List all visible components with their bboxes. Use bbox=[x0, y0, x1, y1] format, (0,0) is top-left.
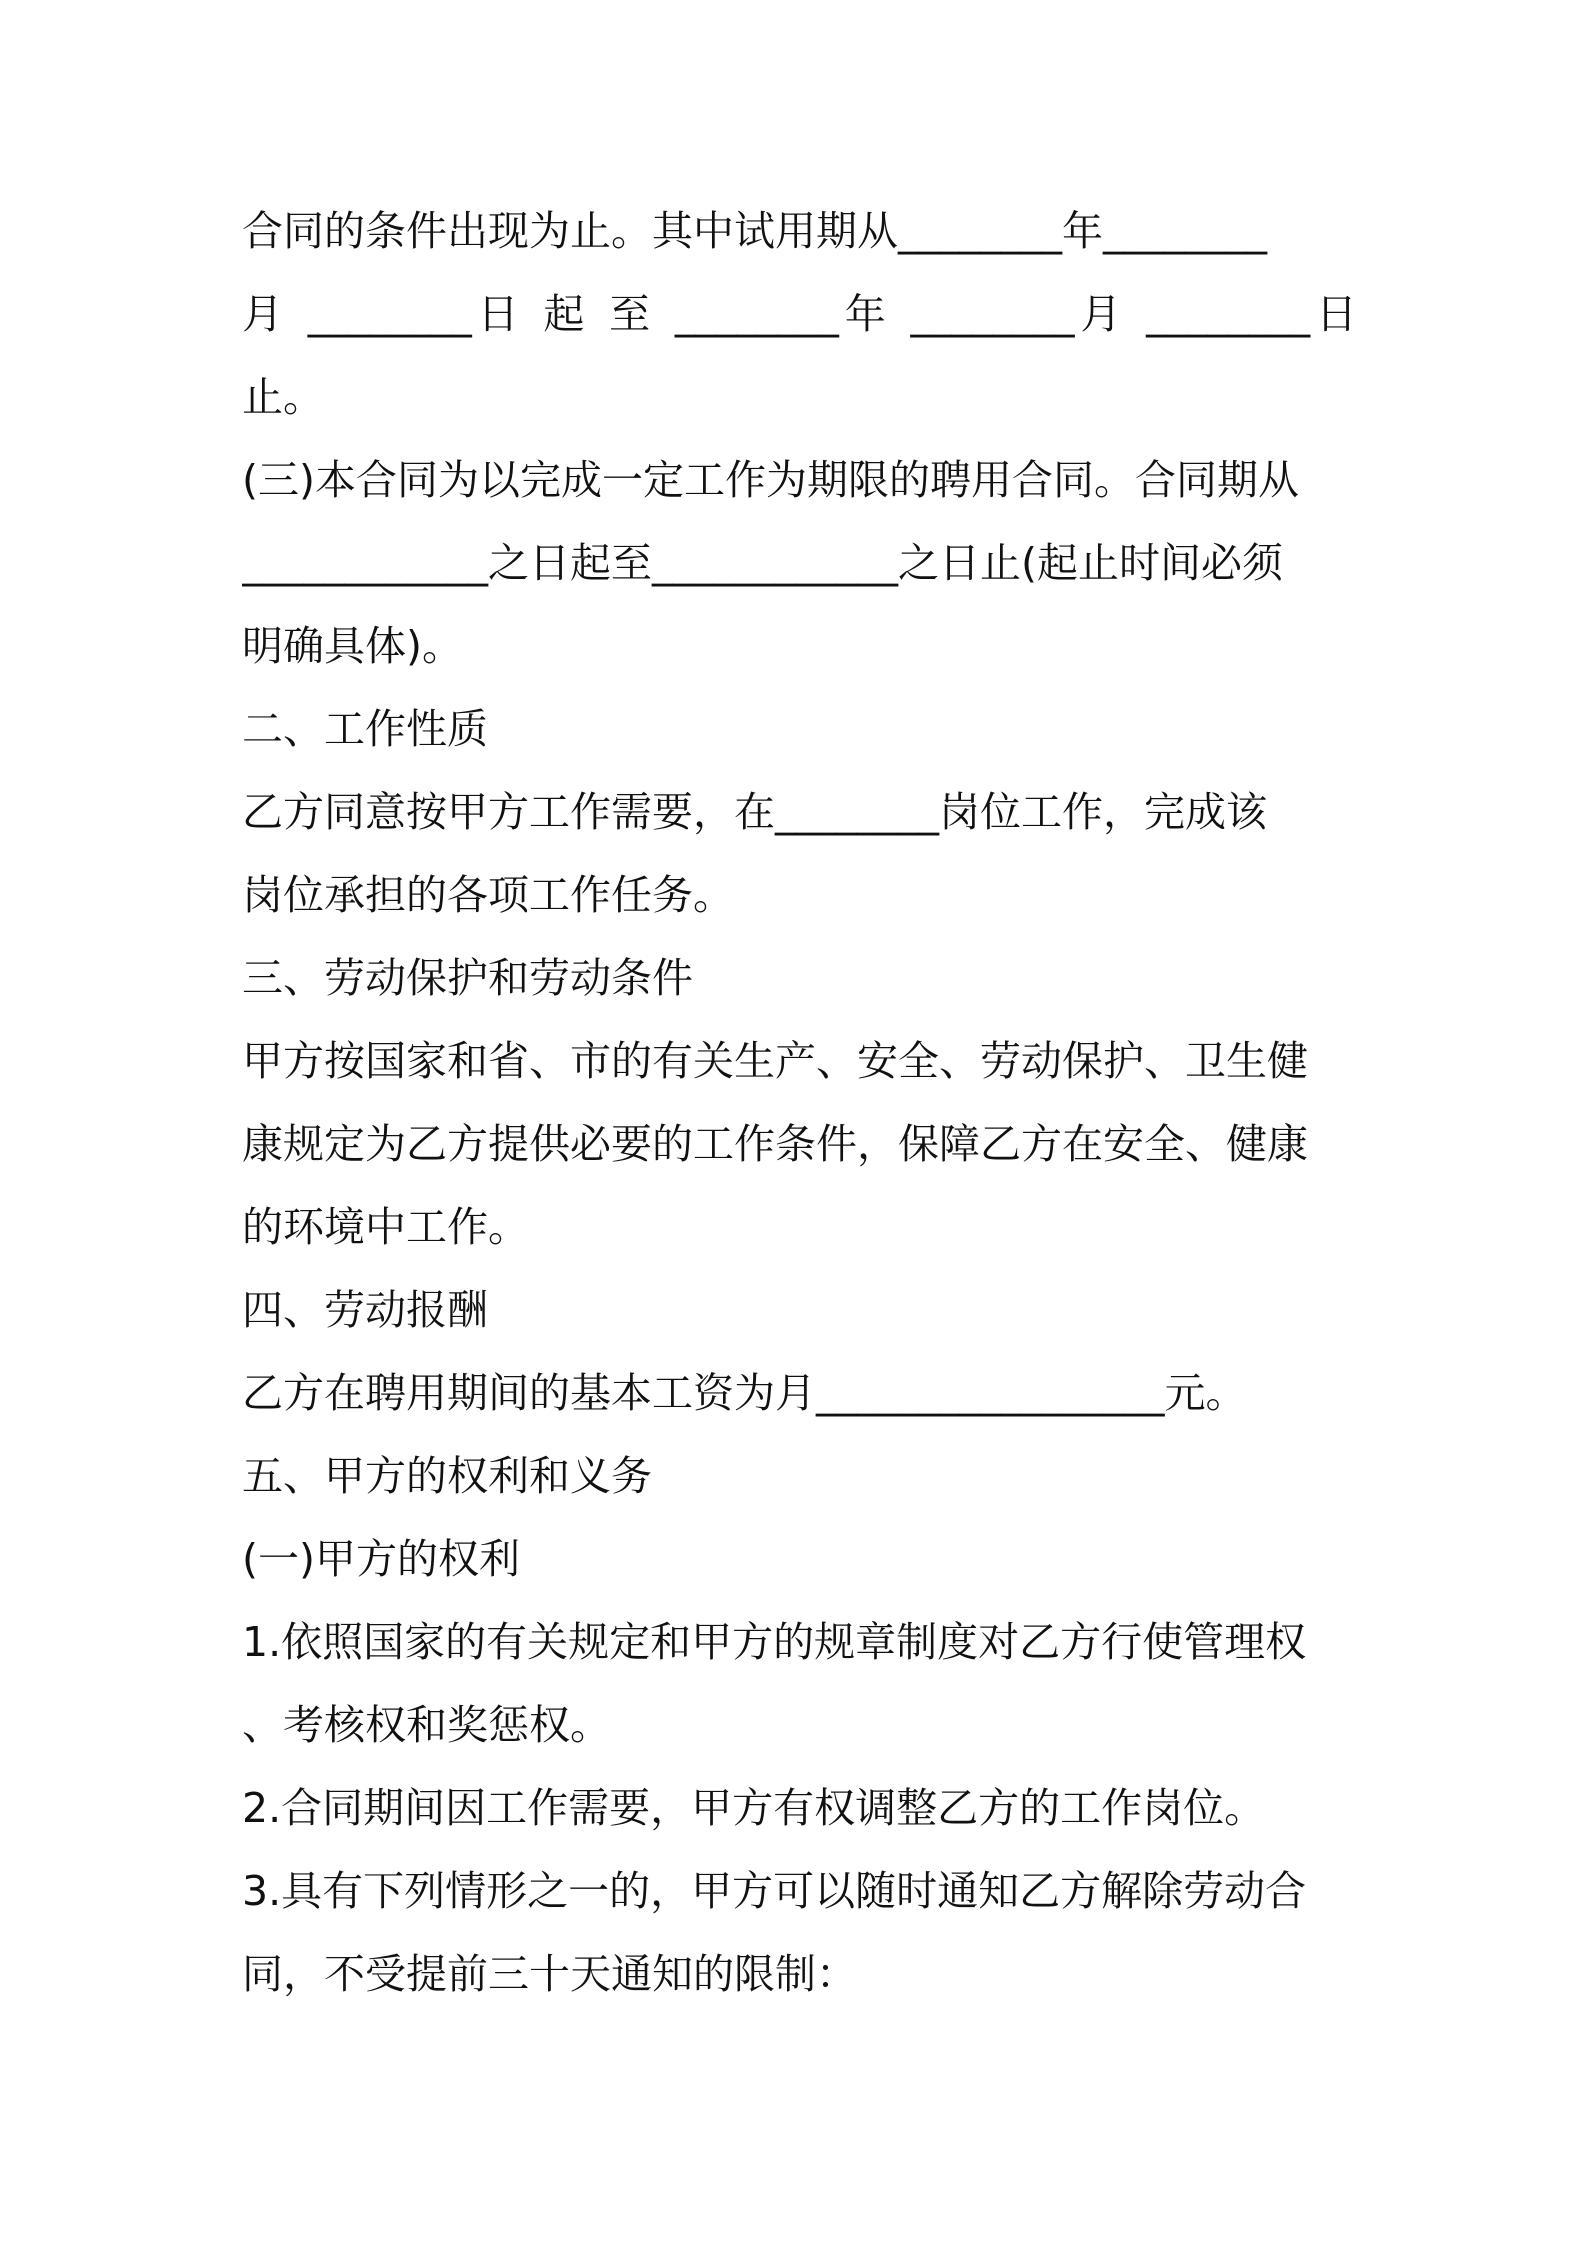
subsection-heading: (一)甲方的权利 bbox=[242, 1535, 520, 1583]
text-line: 1.依照国家的有关规定和甲方的规章制度对乙方行使管理权 bbox=[242, 1618, 1307, 1666]
text-line: 、考核权和奖惩权。 bbox=[242, 1701, 611, 1749]
text-line: 3.具有下列情形之一的，甲方可以随时通知乙方解除劳动合 bbox=[242, 1867, 1307, 1915]
section-heading: 四、劳动报酬 bbox=[242, 1286, 488, 1334]
text-line: 的环境中工作。 bbox=[242, 1203, 529, 1251]
text-line: 月 ________日 起 至 ________年 ________月 ________日 bbox=[242, 290, 1357, 338]
document-body bbox=[242, 190, 1357, 2016]
text-line: 乙方同意按甲方工作需要，在________岗位工作，完成该 bbox=[242, 788, 1267, 836]
text-line: 明确具体)。 bbox=[242, 622, 463, 670]
text-line: 康规定为乙方提供必要的工作条件，保障乙方在安全、健康 bbox=[242, 1120, 1308, 1168]
section-heading: 五、甲方的权利和义务 bbox=[242, 1452, 652, 1500]
text-line: ____________之日起至____________之日止(起止时间必须 bbox=[242, 539, 1283, 587]
section-heading: 三、劳动保护和劳动条件 bbox=[242, 954, 693, 1002]
text-line: 2.合同期间因工作需要，甲方有权调整乙方的工作岗位。 bbox=[242, 1784, 1266, 1832]
text-line: 合同的条件出现为止。其中试用期从________年________ bbox=[242, 207, 1267, 255]
section-heading: 二、工作性质 bbox=[242, 705, 488, 753]
text-line: 乙方在聘用期间的基本工资为月_________________元。 bbox=[242, 1369, 1247, 1417]
text-line: (三)本合同为以完成一定工作为期限的聘用合同。合同期从 bbox=[242, 456, 1299, 504]
text-line: 同，不受提前三十天通知的限制： bbox=[242, 1950, 857, 1998]
text-line: 甲方按国家和省、市的有关生产、安全、劳动保护、卫生健 bbox=[242, 1037, 1308, 1085]
text-line: 岗位承担的各项工作任务。 bbox=[242, 871, 734, 919]
text-line: 止。 bbox=[242, 373, 324, 421]
